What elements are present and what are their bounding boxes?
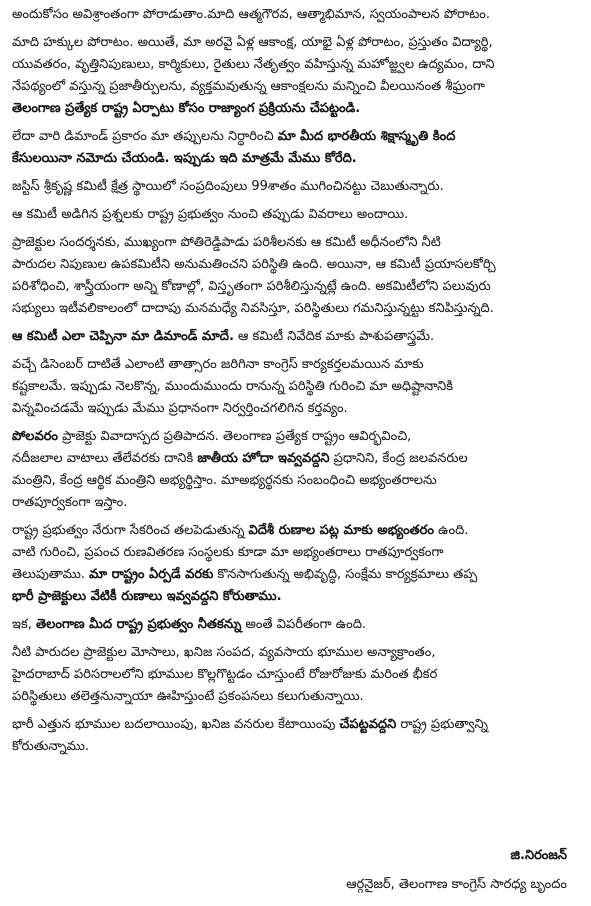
bold-text-segment: పోలవరం — [12, 429, 58, 444]
text-segment: అందుకోసం అవిశ్రాంతంగా పోరాడుతాం.మాది ఆత్మగౌరవ, ఆత్మాభిమాన, స్వయంపాలన పోరాటం. — [12, 7, 490, 22]
text-segment: మంత్రిని, కేంద్ర ఆర్థిక మంత్రిని అభ్యర్థిస్తాం. మాఅభ్యర్థనకు సంబంధించి అభ్యంతరాలను — [12, 473, 437, 488]
text-line — [12, 354, 584, 376]
text-segment: విన్నవించడమే ఇప్పుడు మేము ప్రధానంగా నిర్వర్తించగలిగిన కర్తవ్యం. — [12, 401, 348, 416]
text-segment: రాతపూర్వకంగా ఇస్తాం. — [12, 495, 128, 510]
text-line — [12, 664, 584, 686]
text-segment: ప్రాజెక్టు వివాదాస్పద ప్రతిపాదన. తెలంగాణ ప్రత్యేక రాష్ట్రం ఆవిర్భవించి, — [58, 429, 412, 444]
text-segment: కోరుతున్నాము. — [12, 739, 89, 754]
text-line — [12, 76, 584, 98]
text-segment: పారుదల నిపుణుల ఉపకమిటీని అనుమతించని పరిస్థితి ఉంది. అయినా, ఆ కమిటీ ప్రయాసలకోర్చి — [12, 257, 496, 272]
text-line — [12, 148, 584, 170]
text-segment: నదీజలాల వాటాలు తేలేవరకు దానికి — [12, 451, 198, 466]
text-line — [12, 564, 584, 586]
text-segment: ఆ కమిటీ నివేదిక మాకు పాశుపతాస్త్రమే. — [233, 329, 435, 344]
text-line — [12, 4, 584, 26]
text-line — [12, 326, 584, 348]
text-segment: జస్టిస్ శ్రీకృష్ణ కమిటీ క్షేత్ర స్థాయిలో సంప్రదింపులు 99శాతం ముగించినట్టు చెబుతున్నారు. — [12, 179, 444, 194]
text-line — [12, 98, 584, 120]
text-line — [12, 298, 584, 320]
text-segment: కష్టకాలమే. ఇప్పుడు నెలకొన్న, ముందుముందు రానున్న పరిస్థితి గురించి మా అధిష్టానానికి — [12, 379, 454, 394]
text-segment: సభ్యులు ఇటీవలికాలంలో దాదాపు మనమధ్యే నివసిస్తూ, పరిస్థితులు గమనిస్తున్నట్టు కనిపిస్తున్నది. — [12, 301, 494, 316]
text-segment: ఆ కమిటీ అడిగిన ప్రశ్నలకు రాష్ట్ర ప్రభుత్వం నుంచి తప్పుడు వివరాలు అందాయి. — [12, 207, 409, 222]
text-line — [12, 426, 584, 448]
text-line — [12, 586, 584, 608]
text-segment: ప్రధానిని, కేంద్ర జలవనరుల — [329, 451, 468, 466]
text-segment: అంతే విపరీతంగా ఉంది. — [241, 617, 367, 632]
bold-text-segment: విదేశీ రుణాల పట్ల మాకు అభ్యంతరం — [248, 523, 434, 538]
text-line — [12, 376, 584, 398]
text-segment: మాది హక్కుల పోరాటం. అయితే, మా అరవై ఏళ్ల ఆకాంక్ష, యాభై ఏళ్ల పోరాటం, ప్రస్తుతం విద్యార్థి, — [12, 35, 493, 50]
text-line — [12, 398, 584, 420]
text-segment: నేపథ్యంలో వస్తున్న ప్రజాతీర్పులను, వ్యక్తమవుతున్న ఆకాంక్షలను మన్నించి వీలయినంత శీఘ్రంగా — [12, 79, 485, 94]
text-line — [12, 614, 584, 636]
text-line — [12, 232, 584, 254]
text-segment: కొనసాగుతున్న అభివృద్ధి, సంక్షేమ కార్యక్రమాలు తప్ప — [213, 567, 478, 582]
text-line — [12, 520, 584, 542]
text-segment: లేదా వారి డిమాండ్ ప్రకారం మా తప్పులను నిర్ధారించి — [12, 129, 278, 144]
bold-text-segment: జాతీయ హోదా ఇవ్వవద్దని — [197, 451, 330, 466]
text-segment: ప్రాజెక్టుల సందర్శనకు, ముఖ్యంగా పోతిరెడ్డిపాడు పరిశీలనకు ఆ కమిటీ అధీనంలోని నీటి — [12, 235, 441, 250]
text-line — [12, 736, 584, 758]
text-segment: వాటి గురించి, ప్రపంచ రుణవితరణ సంస్థలకు కూడా మా అభ్యంతరాలు రాతపూర్వకంగా — [12, 545, 444, 560]
text-segment: భారీ ఎత్తున భూముల బదలాయింపు, ఖనిజ వనరుల కేటాయింపు — [12, 717, 340, 732]
text-segment: హైదరాబాద్ పరిసరాలలోని భూముల కొల్లగొట్టడం చూస్తుంటే రోజురోజుకు మరింత భీకర — [12, 667, 438, 682]
text-line — [12, 54, 584, 76]
bold-text-segment: మా మీద భారతీయ శిక్షాస్మృతి కింద — [277, 129, 456, 144]
text-line — [12, 448, 584, 470]
text-line — [12, 492, 584, 514]
text-segment: పరిస్థితులు తలెత్తనున్నాయా ఊహిస్తుంటే ప్రకంపనలు కలుగుతున్నాయి. — [12, 689, 364, 704]
text-line — [12, 470, 584, 492]
text-segment: వచ్చే డిసెంబర్ దాటితే ఎలాంటి తాత్సారం జరిగినా కాంగ్రెస్ కార్యకర్తలమయిన మాకు — [12, 357, 424, 372]
text-line — [12, 714, 584, 736]
document-body — [12, 4, 584, 758]
text-segment: యువతరం, వృత్తినిపుణులు, కార్మికులు, రైతులు నేతృత్వం వహిస్తున్న మహోజ్జ్వల ఉద్యమం, దాని — [12, 57, 495, 72]
text-segment: రాష్ట్ర ప్రభుత్వం నేరుగా సేకరించ తలపెడుతున్న — [12, 523, 249, 538]
bold-text-segment: భారీ ప్రాజెక్టులు వేటికీ రుణాలు ఇవ్వవద్దని కోరుతాము. — [12, 589, 282, 604]
text-segment: నీటి పారుదల ప్రాజెక్టుల మోసాలు, ఖనిజ సంపద, వ్యవసాయ భూముల అన్యాక్రాంతం, — [12, 645, 436, 660]
text-line — [12, 126, 584, 148]
text-line — [12, 254, 584, 276]
text-line — [12, 276, 584, 298]
bold-text-segment: ఆ కమిటీ ఎలా చెప్పినా మా డిమాండ్ మాదే. — [12, 329, 234, 344]
text-line — [12, 642, 584, 664]
text-line — [12, 204, 584, 226]
bold-text-segment: కేసులయినా నమోదు చేయండి. ఇప్పుడు ఇది మాత్రమే మేము కోరేది. — [12, 151, 357, 166]
bold-text-segment: తెలంగాణ మీద రాష్ట్ర ప్రభుత్వం నీతకన్ను — [36, 617, 242, 632]
text-segment: పరిశోధించి, శాస్త్రీయంగా అన్ని కోణాల్లో, విస్తృతంగా పరిశీలిస్తున్నట్లే ఉంది. అకమిటీలోని పలువురు — [12, 279, 491, 294]
signature-title: ఆర్గనైజర్, తెలంగాణ కాంగ్రెస్ సారధ్య బృందం — [346, 877, 567, 892]
text-line — [12, 686, 584, 708]
signature-name: జి.నిరంజన్ — [510, 848, 567, 863]
text-segment: రాష్ట్ర ప్రభుత్వాన్ని — [396, 717, 489, 732]
text-segment: ఉంది. — [433, 523, 469, 538]
text-line — [12, 176, 584, 198]
text-line — [12, 542, 584, 564]
bold-text-segment: మా రాష్ట్రం ఏర్పడే వరకు — [89, 567, 214, 582]
text-segment: తెలుపుతాము. — [12, 567, 90, 582]
text-segment: ఇక, — [12, 617, 37, 632]
bold-text-segment: చేపట్టవద్దని — [339, 717, 397, 732]
bold-text-segment: తెలంగాణ ప్రత్యేక రాష్ట్ర ఏర్పాటు కోసం రాజ్యాంగ ప్రక్రియను చేపట్టండి. — [12, 101, 361, 116]
text-line — [12, 32, 584, 54]
